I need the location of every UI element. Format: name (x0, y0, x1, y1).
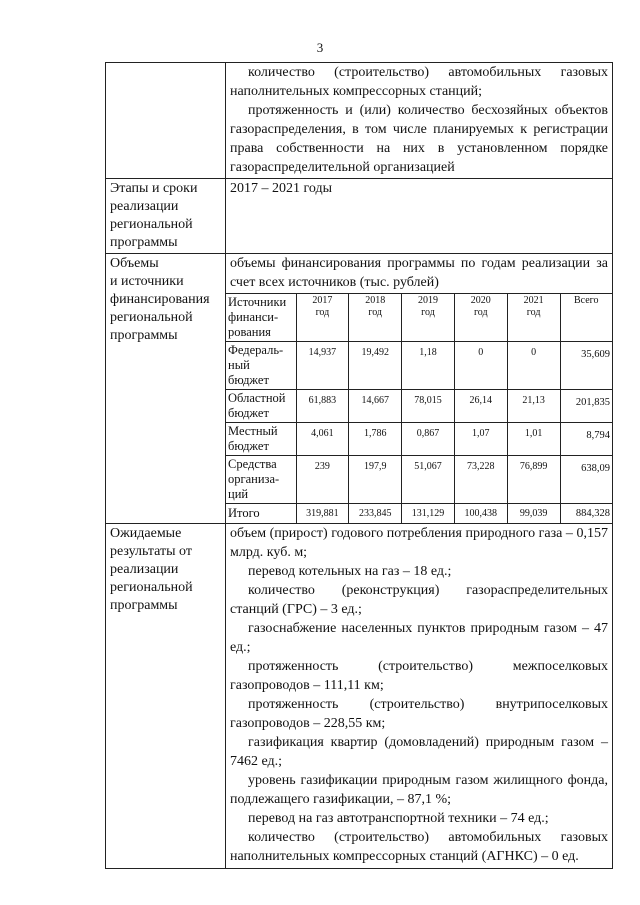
value-cell: 1,786 (349, 423, 402, 456)
row-results-content (226, 524, 613, 869)
row-label: Объемы и источники финансирования региональной программы (110, 256, 210, 343)
column-header: 2020 год (454, 294, 507, 342)
table-row (226, 342, 612, 390)
row-continued-content (226, 63, 613, 179)
paragraph: газоснабжение населенных пунктов природным газом – 47 ед.; (230, 621, 608, 655)
terms-value: 2017 – 2021 годы (230, 181, 333, 196)
total-cell: 884,328 (560, 504, 612, 524)
total-cell: 35,609 (560, 342, 612, 390)
row-terms-content (226, 179, 613, 254)
value-cell: 61,883 (296, 390, 349, 423)
row-funding-content (226, 254, 613, 524)
paragraph: протяженность (строительство) межпоселковых газопроводов – 111,11 км; (230, 659, 608, 693)
row-funding-label-cell (106, 254, 226, 524)
value-cell: 26,14 (454, 390, 507, 423)
page-number: 3 (316, 40, 324, 55)
row-label: Ожидаемые результаты от реализации региональной программы (110, 526, 193, 613)
paragraph: количество (строительство) автомобильных газовых наполнительных компрессорных станций; (230, 65, 608, 99)
table-row-total (226, 504, 612, 524)
funding-table-header (226, 294, 612, 342)
value-cell: 21,13 (507, 390, 560, 423)
column-header: Всего (560, 294, 612, 342)
paragraph: объем (прирост) годового потребления природного газа – 0,157 млрд. куб. м; (230, 526, 608, 560)
value-cell: 76,899 (507, 456, 560, 504)
row-terms-label-cell (106, 179, 226, 254)
source-cell: Местный бюджет (226, 423, 296, 456)
value-cell: 233,845 (349, 504, 402, 524)
value-cell: 73,228 (454, 456, 507, 504)
value-cell: 4,061 (296, 423, 349, 456)
source-cell: Федераль- ный бюджет (226, 342, 296, 390)
funding-table (226, 293, 612, 523)
paragraph: уровень газификации природным газом жилищного фонда, подлежащего газификации, – 87,1 %; (230, 773, 608, 807)
value-cell: 0 (507, 342, 560, 390)
row-continued (106, 63, 613, 179)
funding-intro: объемы финансирования программы по годам реализации за счет всех источников (тыс. рублей) (230, 256, 608, 290)
column-header: 2021 год (507, 294, 560, 342)
row-results-label-cell (106, 524, 226, 869)
value-cell: 0,867 (402, 423, 455, 456)
paragraph: газификация квартир (домовладений) природным газом – 7462 ед.; (230, 735, 608, 769)
source-cell: Областной бюджет (226, 390, 296, 423)
row-results (106, 524, 613, 869)
value-cell: 99,039 (507, 504, 560, 524)
total-cell: 201,835 (560, 390, 612, 423)
value-cell: 14,937 (296, 342, 349, 390)
source-cell: Средства организа- ций (226, 456, 296, 504)
value-cell: 100,438 (454, 504, 507, 524)
column-header: 2019 год (402, 294, 455, 342)
row-label: Этапы и сроки реализации региональной программы (110, 181, 198, 250)
row-terms (106, 179, 613, 254)
value-cell: 78,015 (402, 390, 455, 423)
value-cell: 239 (296, 456, 349, 504)
paragraph: количество (реконструкция) газораспределительных станций (ГРС) – 3 ед.; (230, 583, 608, 617)
column-header: 2017 год (296, 294, 349, 342)
value-cell: 1,07 (454, 423, 507, 456)
column-header: 2018 год (349, 294, 402, 342)
row-funding (106, 254, 613, 524)
paragraph: количество (строительство) автомобильных газовых наполнительных компрессорных станций (АГНКС) – 0 ед. (230, 830, 608, 864)
table-row (226, 423, 612, 456)
table-row (226, 456, 612, 504)
value-cell: 319,881 (296, 504, 349, 524)
value-cell: 0 (454, 342, 507, 390)
row-continued-label-cell (106, 63, 226, 179)
table-row (226, 390, 612, 423)
value-cell: 1,01 (507, 423, 560, 456)
paragraph: протяженность и (или) количество бесхозяйных объектов газораспределения, в том числе планируемых к регистрации права собственности на них в установленном порядке газораспределительной организацией (230, 103, 608, 175)
value-cell: 131,129 (402, 504, 455, 524)
value-cell: 1,18 (402, 342, 455, 390)
total-cell: 8,794 (560, 423, 612, 456)
paragraph: перевод на газ автотранспортной техники – 74 ед.; (248, 811, 549, 826)
value-cell: 197,9 (349, 456, 402, 504)
total-cell: 638,09 (560, 456, 612, 504)
value-cell: 19,492 (349, 342, 402, 390)
paragraph: протяженность (строительство) внутрипоселковых газопроводов – 228,55 км; (230, 697, 608, 731)
value-cell: 14,667 (349, 390, 402, 423)
value-cell: 51,067 (402, 456, 455, 504)
source-cell: Итого (226, 504, 296, 524)
column-header: Источники финанси- рования (226, 294, 296, 342)
program-passport-table (105, 62, 613, 869)
paragraph: перевод котельных на газ – 18 ед.; (248, 564, 452, 579)
